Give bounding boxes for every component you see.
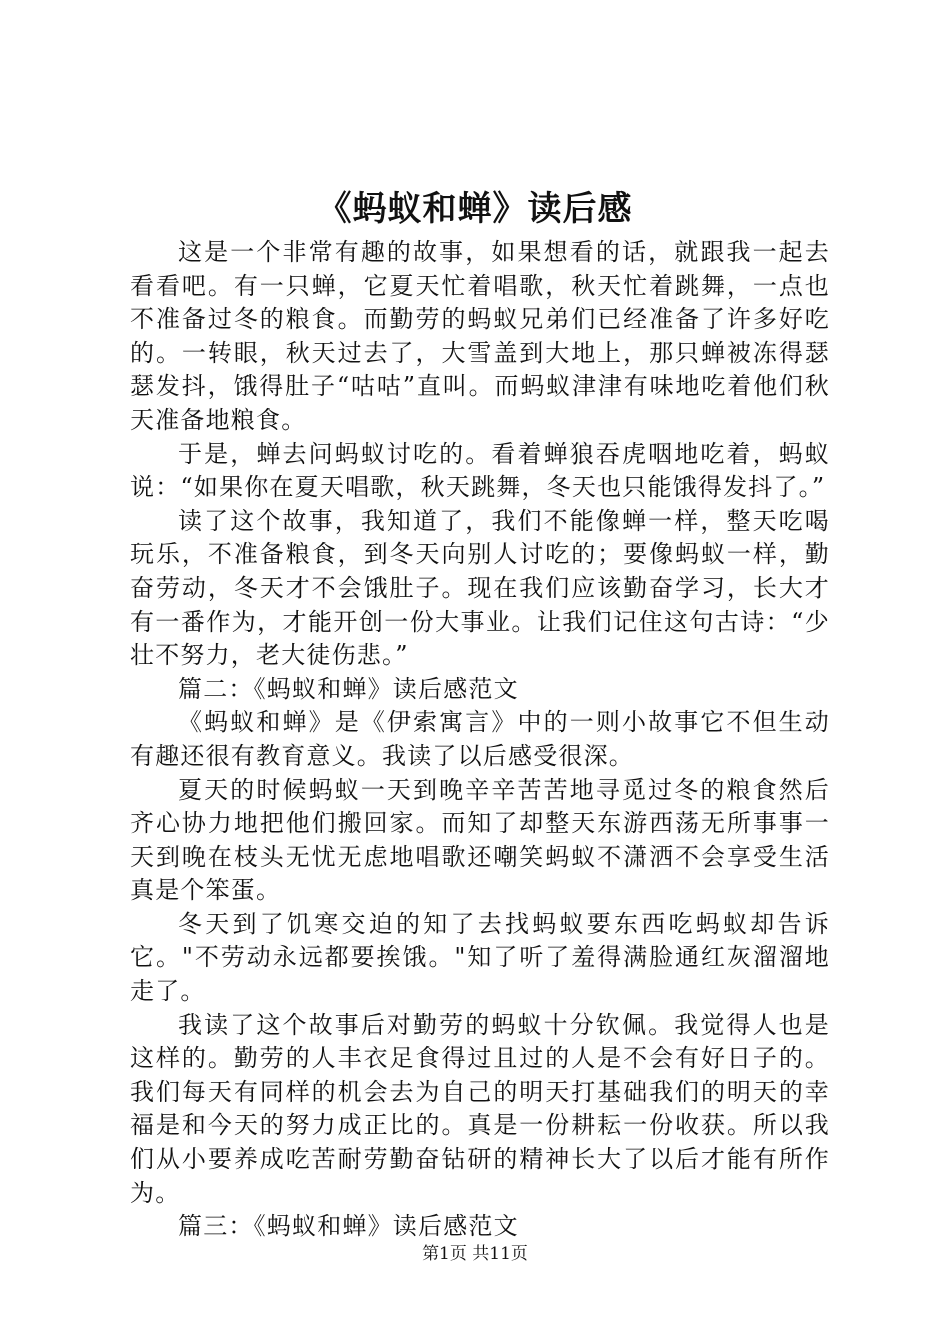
paragraph-1: 这是一个非常有趣的故事，如果想看的话，就跟我一起去看看吧。有一只蝉，它夏天忙着唱歌，秋天忙着跳舞，一点也不准备过冬的粮食。而勤劳的蚂蚁兄弟们已经准备了许多好吃的。一转眼，秋天过去了，大雪盖到大地上，那只蝉被冻得瑟瑟发抖，饿得肚子“咕咕”直叫。而蚂蚁津津有味地吃着他们秋天准备地粮食。: [130, 238, 830, 434]
paragraph-5: 夏天的时候蚂蚁一天到晚辛辛苦苦地寻觅过冬的粮食然后齐心协力地把他们搬回家。而知了却整天东游西荡无所事事一天到晚在枝头无忧无虑地唱歌还嘲笑蚂蚁不潇洒不会享受生活真是个笨蛋。: [130, 775, 830, 905]
section-heading-3: 篇三：《蚂蚁和蝉》读后感范文: [178, 1212, 519, 1241]
paragraph-7: 我读了这个故事后对勤劳的蚂蚁十分钦佩。我觉得人也是这样的。勤劳的人丰衣足食得过且过的人是不会有好日子的。我们每天有同样的机会去为自己的明天打基础我们的明天的幸福是和今天的努力成正比的。真是一份耕耘一份收获。所以我们从小要养成吃苦耐劳勤奋钻研的精神长大了以后才能有所作为。: [130, 1010, 830, 1207]
paragraph-6: 冬天到了饥寒交迫的知了去找蚂蚁要东西吃蚂蚁却告诉它。"不劳动永远都要挨饿。"知了听了羞得满脸通红灰溜溜地走了。: [130, 909, 830, 1006]
document-body: [130, 236, 830, 1244]
section-heading-2: 篇二：《蚂蚁和蝉》读后感范文: [178, 674, 519, 703]
paragraph-2: 于是，蝉去问蚂蚁讨吃的。看着蝉狼吞虎咽地吃着，蚂蚁说：“如果你在夏天唱歌，秋天跳舞，冬天也只能饿得发抖了。”: [130, 439, 830, 502]
page-number-footer: 第1页 共11页: [422, 1244, 528, 1264]
document-title: 《蚂蚁和蝉》读后感: [317, 189, 633, 229]
paragraph-4: 《蚂蚁和蝉》是《伊索寓言》中的一则小故事它不但生动有趣还很有教育意义。我读了以后感受很深。: [130, 708, 830, 770]
paragraph-3: 读了这个故事，我知道了，我们不能像蝉一样，整天吃喝玩乐，不准备粮食，到冬天向别人讨吃的；要像蚂蚁一样，勤奋劳动，冬天才不会饿肚子。现在我们应该勤奋学习，长大才有一番作为，才能开创一份大事业。让我们记住这句古诗：“少壮不努力，老大徒伤悲。”: [130, 506, 830, 670]
